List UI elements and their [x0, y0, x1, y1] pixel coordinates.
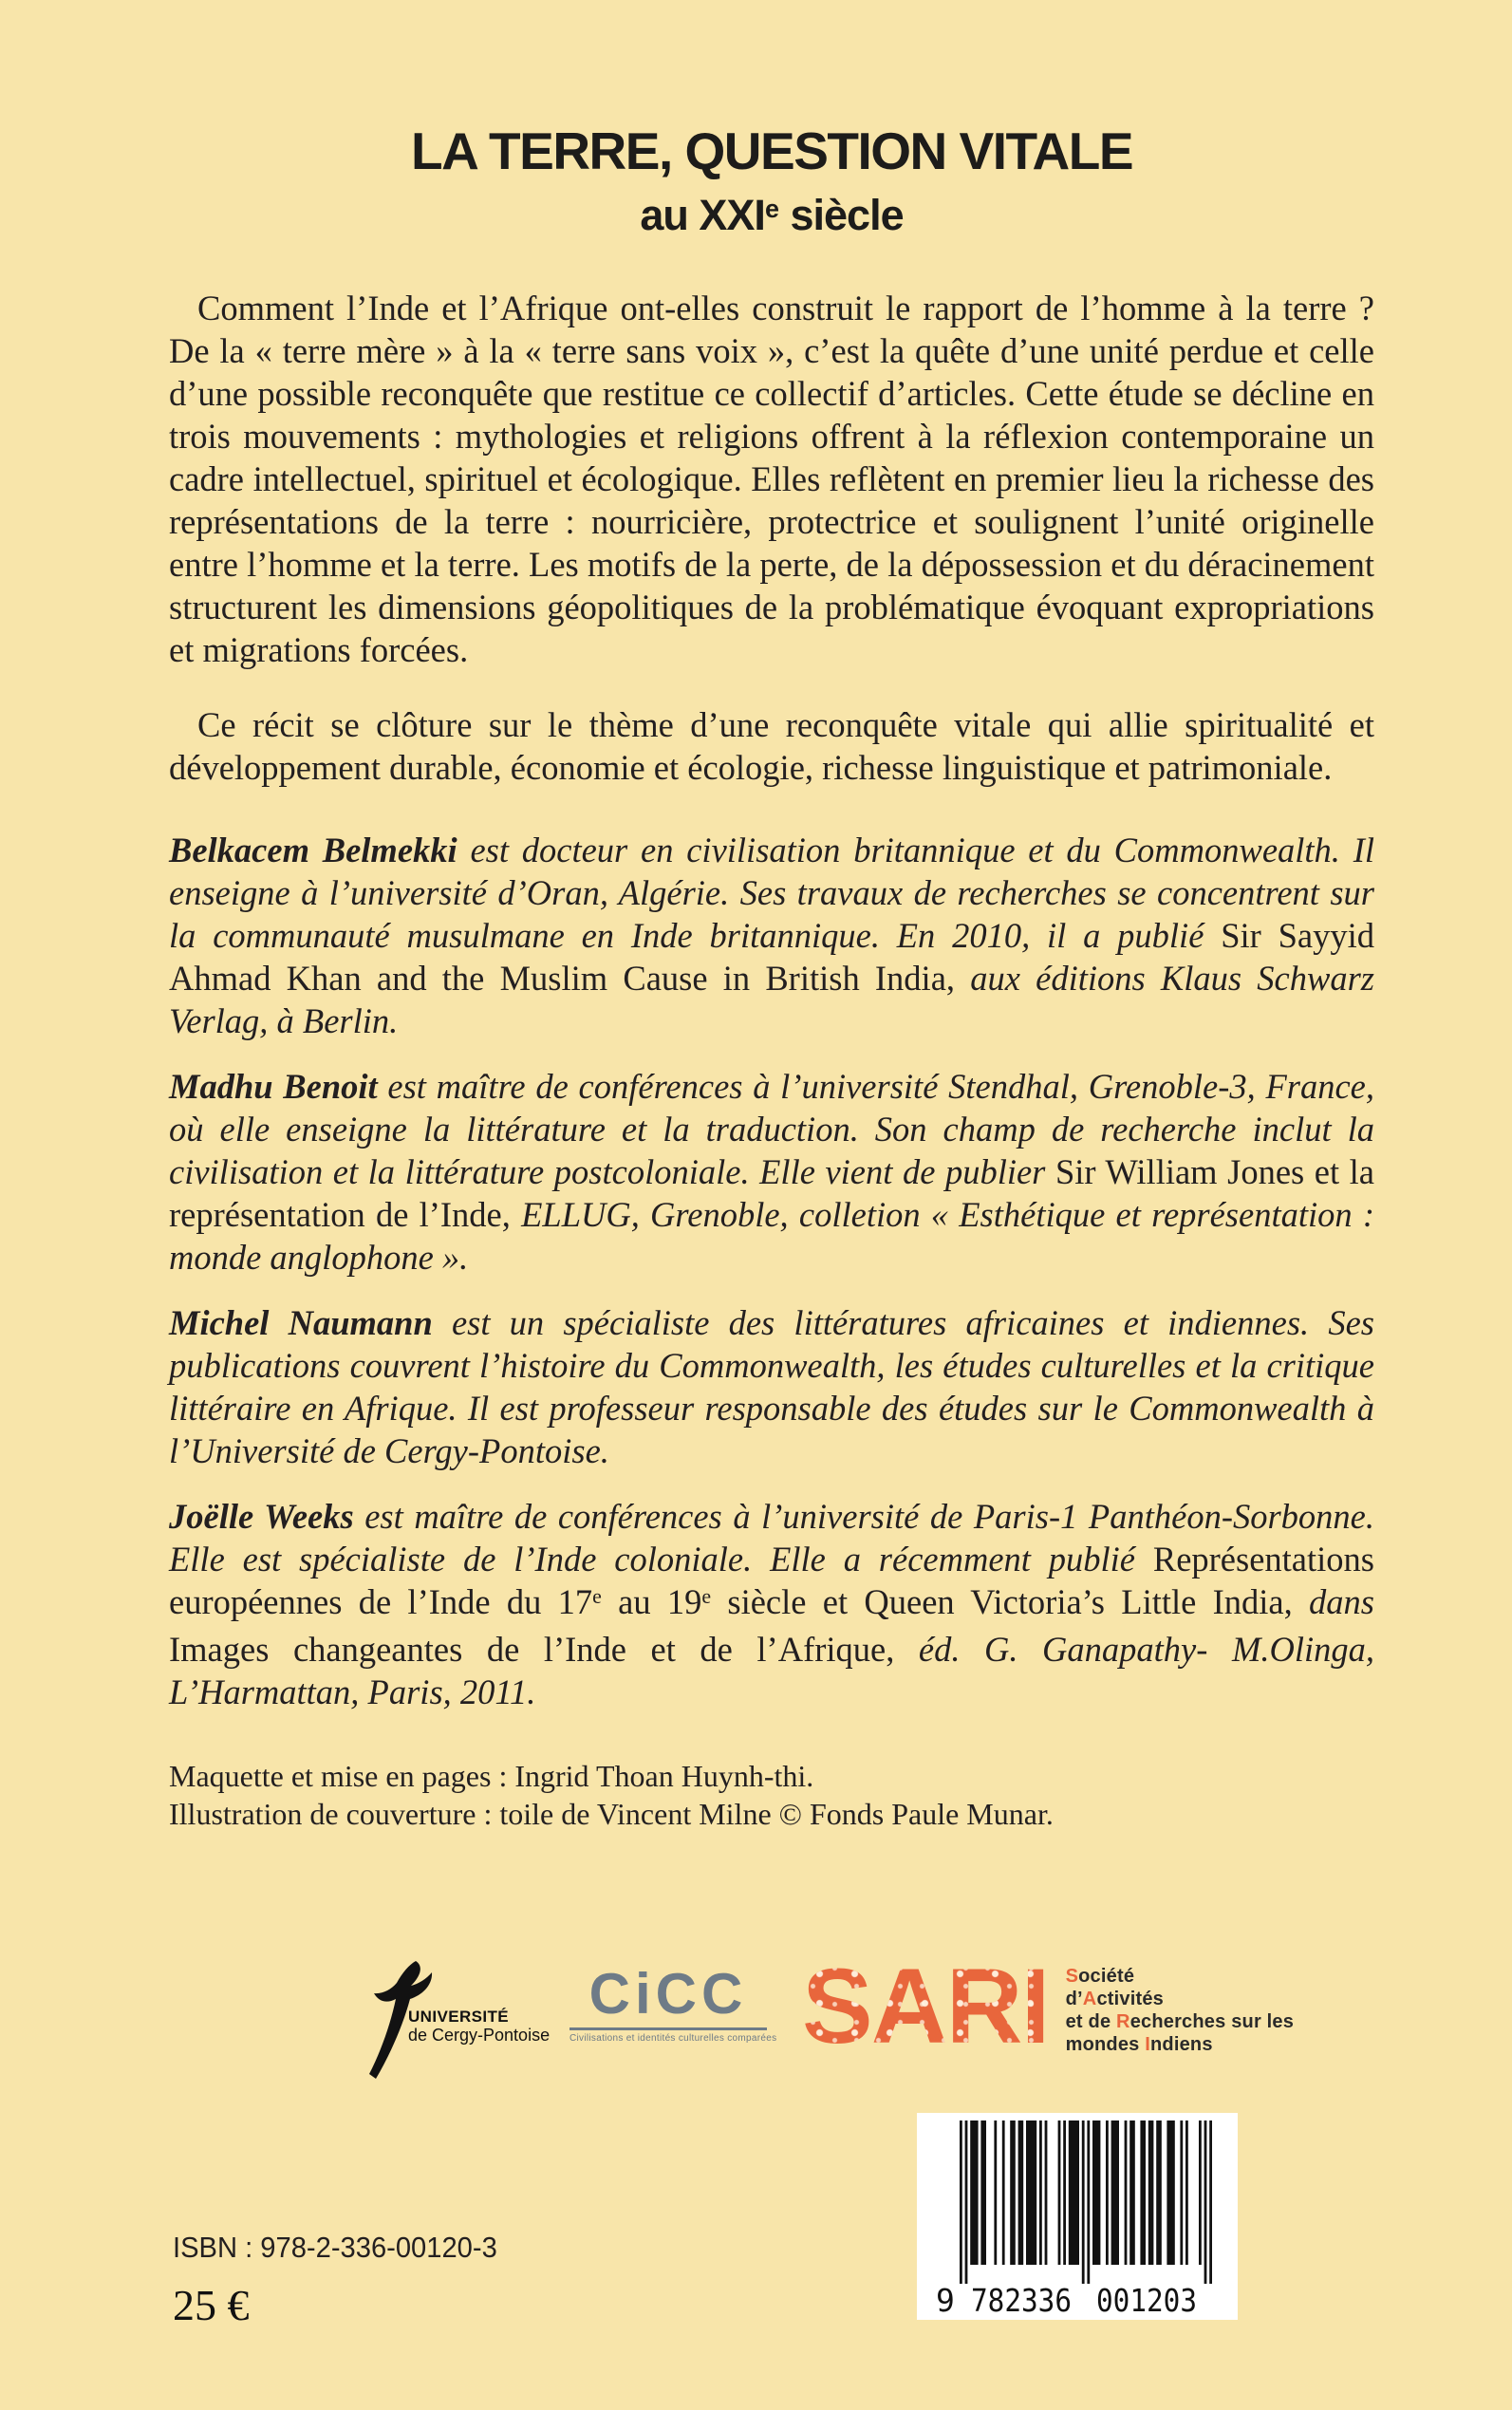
sari-line-4: mondes Indiens — [1065, 2034, 1213, 2055]
page-title: LA TERRE, QUESTION VITALE — [410, 121, 1133, 180]
author-bio-belmekki: Belkacem Belmekki est docteur en civilisation britannique et du Commonwealth. Il enseigne à l’université d’Oran, Algérie. Ses travaux de recherches se concentrent sur la communauté musulmane en Inde britannique. En 2010, il a publié Sir Sayyid Ahmad Khan and the Muslim Cause in British India, aux éditions Klaus Schwarz Verlag, à Berlin. — [169, 831, 1374, 1040]
barcode — [917, 2113, 1238, 2320]
author-bio-weeks: Joëlle Weeks est maître de conférences à l’université de Paris-1 Panthéon-Sorbonne. Elle est spécialiste de l’Inde coloniale. Elle a récemment publié Représentations européennes de l’Inde du 17e au 19e siècle et Queen Victoria’s Little India, dans Images changeantes de l’Inde et de l’Afrique, éd. G. Ganapathy- M.Olinga, L’Harmattan, Paris, 2011. — [169, 1497, 1375, 1711]
content-column — [169, 121, 1374, 1833]
sari-line-3: et de Recherches sur les — [1065, 2011, 1295, 2032]
svg-text:782336: 782336 — [971, 2282, 1072, 2316]
sari-line-1: Société — [1065, 1966, 1135, 1987]
cicc-underline — [569, 2027, 767, 2030]
sari-name-lines — [1066, 1959, 1295, 2056]
isbn-text: ISBN : 978-2-336-00120-3 — [173, 2231, 497, 2264]
sari-line-2: d’Activités — [1065, 1989, 1164, 2009]
synopsis-paragraph-2: Ce récit se clôture sur le thème d’une reconquête vitale qui allie spiritualité et développement durable, économie et écologie, richesse linguistique et patrimoniale. — [169, 705, 1374, 787]
sari-acronym: SARI — [802, 1947, 1049, 2065]
cicc-acronym: CiCC — [588, 1962, 748, 2026]
barcode-svg — [935, 2113, 1220, 2316]
credits-layout-line: Maquette et mise en pages : Ingrid Thoan Huynh-thi. — [169, 1759, 814, 1793]
svg-text:001203: 001203 — [1096, 2282, 1197, 2316]
book-subtitle: au XXIe siècle — [640, 191, 904, 239]
university-logo-line1: UNIVERSITÉ — [408, 2008, 510, 2026]
svg-text:9: 9 — [936, 2282, 955, 2316]
university-logo-text — [408, 2008, 550, 2045]
cicc-tagline: Civilisations et identités culturelles comparées — [569, 2033, 777, 2044]
university-logo-line2: de Cergy-Pontoise — [408, 2026, 551, 2045]
cicc-logo — [569, 1962, 777, 2046]
author-bio-benoit: Madhu Benoit est maître de conférences à l’université Stendhal, Grenoble-3, France, où elle enseigne la littérature et la traduction. Son champ de recherche inclut la civilisation et la littérature postcoloniale. Elle vient de publier Sir William Jones et la représentation de l’Inde, ELLUG, Grenoble, colletion « Esthétique et représentation : monde anglophone ». — [169, 1067, 1375, 1277]
credits-cover-line: Illustration de couverture : toile de Vincent Milne © Fonds Paule Munar. — [169, 1797, 1054, 1831]
synopsis-paragraph-1: Comment l’Inde et l’Afrique ont-elles construit le rapport de l’homme à la terre ? De la « terre mère » à la « terre sans voix », c’est la quête d’une unité perdue et celle d’une possible reconquête que restitue ce collectif d’articles. Cette étude se décline en trois mouvements : mythologies et religions offrent à la réflexion contemporaine un cadre intellectuel, spirituel et écologique. Elles reflètent en premier lieu la richesse des représentations de la terre : nourricière, protectrice et soulignent l’unité originelle entre l’homme et la terre. Les motifs de la perte, de la dépossession et du déracinement structurent les dimensions géopolitiques de la problématique évoquant expropriations et migrations forcées. — [169, 289, 1374, 669]
author-bio-naumann: Michel Naumann est un spécialiste des littératures africaines et indiennes. Ses publications couvrent l’histoire du Commonwealth, les études culturelles et la critique littéraire en Afrique. Il est professeur responsable des études sur le Commonwealth à l’Université de Cergy-Pontoise. — [169, 1303, 1374, 1470]
credits-block — [169, 1757, 1374, 1833]
university-cergy-pontoise-logo — [366, 1961, 556, 2080]
price-text: 25 € — [173, 2281, 250, 2329]
sari-logo — [802, 1947, 1295, 2065]
publisher-logos-row — [0, 1927, 1512, 2065]
